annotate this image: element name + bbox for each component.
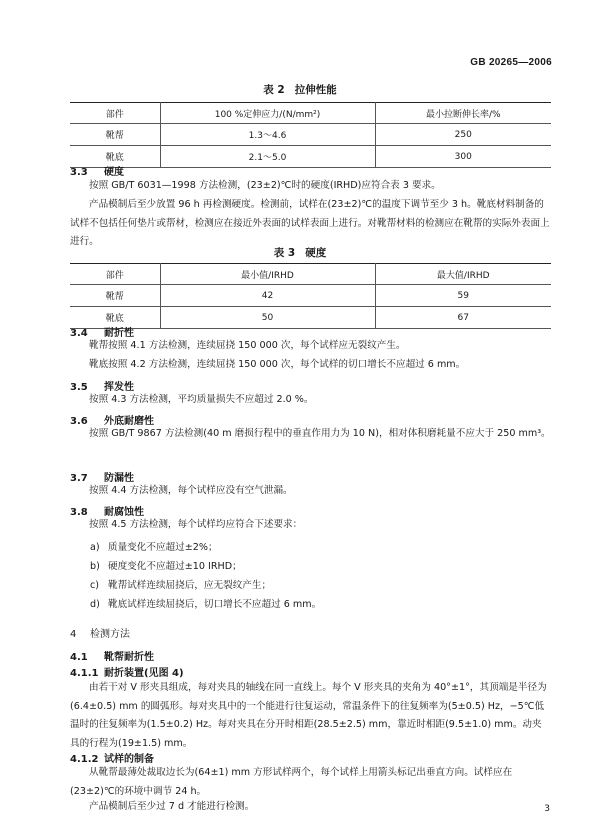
page-number: 3 <box>544 804 550 814</box>
table-header-cell: 最大值/IRHD <box>375 264 551 285</box>
section-heading-3-8: 3.8 耐腐蚀性 <box>70 507 144 518</box>
paragraph: 按照 GB/T 6031—1998 方法检测，(23±2)℃时的硬度(IRHD)应符合表 3 要求。 <box>89 180 441 191</box>
paragraph: 按照 4.3 方法检测，平均质量损失不应超过 2.0 %。 <box>89 394 314 405</box>
table-cell: 300 <box>375 146 551 168</box>
section-heading-4: 4 检测方法 <box>70 629 130 640</box>
table-cell: 50 <box>160 307 375 329</box>
paragraph: 靴底按照 4.2 方法检测，连续屈挠 150 000 次，每个试样的切口增长不应超过 6 mm。 <box>89 359 466 370</box>
list-item: d) 靴底试样连续屈挠后，切口增长不应超过 6 mm。 <box>90 599 322 610</box>
paragraph: 靴帮按照 4.1 方法检测，连续屈挠 150 000 次，每个试样应无裂纹产生。 <box>89 340 406 351</box>
table-cell: 靴帮 <box>70 285 160 307</box>
table-cell: 2.1～5.0 <box>160 146 375 168</box>
list-item: a) 质量变化不应超过±2%； <box>90 542 218 553</box>
table2-caption <box>0 82 600 97</box>
table-cell: 靴帮 <box>70 124 160 146</box>
standard-number: GB 20265—2006 <box>470 57 552 68</box>
table-cell: 靴底 <box>70 307 160 329</box>
list-item: c) 靴帮试样连续屈挠后，应无裂纹产生； <box>90 580 272 591</box>
section-heading-3-4: 3.4 耐折性 <box>70 328 134 339</box>
table-row <box>70 124 551 146</box>
table3-hardness <box>70 263 551 329</box>
table-header-row <box>70 264 551 285</box>
paragraph: 从靴帮最薄处裁取边长为(64±1) mm 方形试样两个，每个试样上用箭头标记出垂直方向。试样应在(23±2)℃的环境中调节 24 h。 <box>70 767 513 797</box>
table-row <box>70 146 551 168</box>
section-heading-3-7: 3.7 防漏性 <box>70 473 134 484</box>
table-header-cell: 部件 <box>70 103 160 124</box>
table-cell: 42 <box>160 285 375 307</box>
table3-caption <box>0 245 600 260</box>
table-header-cell: 最小拉断伸长率/% <box>375 103 551 124</box>
table3-caption-number: 表 3 <box>273 247 296 259</box>
section-heading-4-1: 4.1 靴帮耐折性 <box>70 652 154 663</box>
table-row <box>70 285 551 307</box>
section-heading-3-5: 3.5 挥发性 <box>70 382 134 393</box>
table-cell: 250 <box>375 124 551 146</box>
table-row <box>70 307 551 329</box>
section-heading-3-3: 3.3 硬度 <box>70 167 124 178</box>
table-header-cell: 最小值/IRHD <box>160 264 375 285</box>
table-cell: 67 <box>375 307 551 329</box>
section-heading-4-1-2: 4.1.2 试样的制备 <box>70 754 154 765</box>
paragraph: 产品模制后至少放置 96 h 再检测硬度。检测前，试样在(23±2)℃的温度下调节至少 3 h。靴底材料制备的试样不包括任何垫片或帮材，检测应在接近外表面的试样表面上进行。对靴帮材料的检测应在靴帮的实际外表面上进行。 <box>70 199 550 248</box>
table-header-cell: 100 %定伸应力/(N/mm²) <box>160 103 375 124</box>
paragraph: 按照 4.4 方法检测，每个试样应没有空气泄漏。 <box>89 485 293 496</box>
table2-caption-number: 表 2 <box>263 84 285 96</box>
table2-caption-title: 拉伸性能 <box>294 84 337 96</box>
table-cell: 1.3～4.6 <box>160 124 375 146</box>
table2-tensile <box>70 102 551 168</box>
paragraph: 按照 GB/T 9867 方法检测(40 m 磨损行程中的垂直作用力为 10 N)，相对体积磨耗量不应大于 250 mm³。 <box>89 428 551 439</box>
table-header-row <box>70 103 551 124</box>
table-cell: 59 <box>375 285 551 307</box>
table-header-cell: 部件 <box>70 264 160 285</box>
table3-caption-title: 硬度 <box>305 247 327 259</box>
paragraph: 由若干对 V 形夹具组成，每对夹具的轴线在同一直线上。每个 V 形夹具的夹角为 40°±1°，其顶端是半径为(6.4±0.5) mm 的圆弧形。每对夹具中的一个能进行往复运动，常温条件下的往复频率为(5±0.5) Hz，−5℃低温时的往复频率为(1.5±0.2) Hz。每对夹具在分开时相距(28.5±2.5) mm，靠近时相距(9.5±1.0) mm。动夹具的行程为(19±1.5) mm。 <box>70 682 547 749</box>
paragraph: 按照 4.5 方法检测，每个试样均应符合下述要求： <box>89 519 303 530</box>
paragraph: 产品模制后至少过 7 d 才能进行检测。 <box>89 801 255 812</box>
section-heading-4-1-1: 4.1.1 耐折装置(见图 4) <box>70 668 184 679</box>
list-item: b) 硬度变化不应超过±10 IRHD； <box>90 561 242 572</box>
table-cell: 靴底 <box>70 146 160 168</box>
section-heading-3-6: 3.6 外底耐磨性 <box>70 416 154 427</box>
